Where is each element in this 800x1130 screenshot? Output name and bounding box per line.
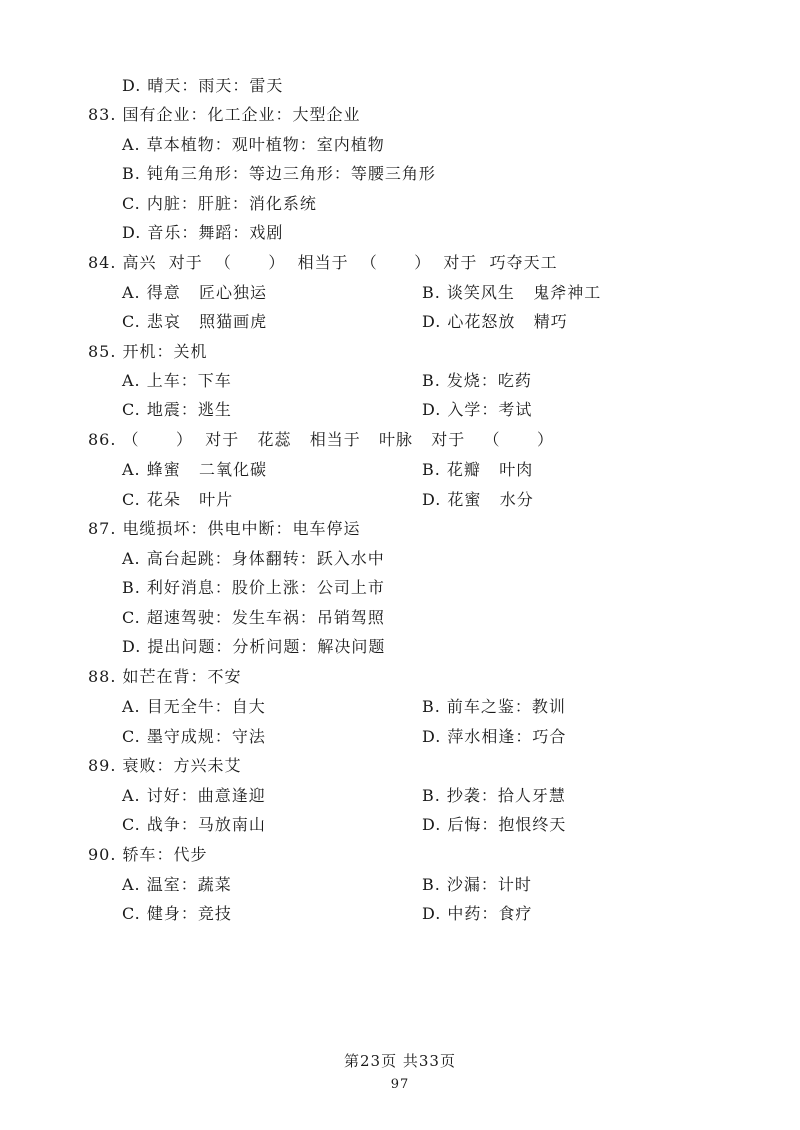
option-c: C. 墨守成规：守法	[122, 727, 266, 746]
option-b: B. 抄袭：拾人牙慧	[422, 786, 566, 805]
option-a: A. 温室：蔬菜	[122, 875, 232, 894]
option-a: A. 目无全牛：自大	[122, 697, 266, 716]
question-88: 88. 如芒在背：不安	[88, 667, 242, 686]
question-90: 90. 轿车：代步	[88, 845, 208, 864]
question-87: 87. 电缆损坏：供电中断：电车停运	[88, 519, 361, 538]
page-number: 97	[390, 1077, 410, 1092]
option-a: A. 得意 匠心独运	[122, 283, 267, 302]
option-d: D. 心花怒放 精巧	[422, 312, 568, 331]
option-d: D. 萍水相逢：巧合	[422, 727, 567, 746]
option-a: A. 上车：下车	[122, 371, 232, 390]
option-a: A. 高台起跳：身体翻转：跃入水中	[122, 549, 385, 568]
option-a: A. 蜂蜜 二氧化碳	[122, 460, 267, 479]
option-d: D. 音乐：舞蹈：戏剧	[122, 223, 284, 242]
option-b: B. 前车之鉴：教训	[422, 697, 566, 716]
option-text: D. 晴天：雨天：雷天	[122, 76, 284, 95]
option-d: D. 花蜜 水分	[422, 490, 534, 509]
question-89: 89. 衰败：方兴未艾	[88, 756, 242, 775]
option-c: C. 地震：逃生	[122, 400, 232, 419]
option-b: B. 发烧：吃药	[422, 371, 532, 390]
option-c: C. 内脏：肝脏：消化系统	[122, 194, 317, 213]
option-c: C. 花朵 叶片	[122, 490, 234, 509]
option-c: C. 健身：竞技	[122, 904, 232, 923]
option-a: A. 草本植物：观叶植物：室内植物	[122, 135, 385, 154]
option-d: D. 中药：食疗	[422, 904, 533, 923]
option-c: C. 超速驾驶：发生车祸：吊销驾照	[122, 608, 385, 627]
option-c: C. 悲哀 照猫画虎	[122, 312, 268, 331]
option-d: D. 提出问题：分析问题：解决问题	[122, 637, 386, 656]
option-d: D. 后悔：抱恨终天	[422, 815, 567, 834]
page-info: 第23页 共33页	[344, 1052, 456, 1070]
question-86: 86. （ ） 对于 花蕊 相当于 叶脉 对于 （ ）	[88, 430, 555, 449]
option-b: B. 钝角三角形：等边三角形：等腰三角形	[122, 164, 436, 183]
option-a: A. 讨好：曲意逢迎	[122, 786, 266, 805]
option-b: B. 利好消息：股价上涨：公司上市	[122, 578, 385, 597]
option-b: B. 谈笑风生 鬼斧神工	[422, 283, 602, 302]
option-c: C. 战争：马放南山	[122, 815, 266, 834]
option-b: B. 沙漏：计时	[422, 875, 532, 894]
question-83: 83. 国有企业：化工企业：大型企业	[88, 105, 361, 124]
option-d: D. 入学：考试	[422, 400, 533, 419]
question-85: 85. 开机：关机	[88, 342, 208, 361]
question-84: 84. 高兴 对于 （ ） 相当于 （ ） 对于 巧夺天工	[88, 253, 558, 272]
option-b: B. 花瓣 叶肉	[422, 460, 534, 479]
